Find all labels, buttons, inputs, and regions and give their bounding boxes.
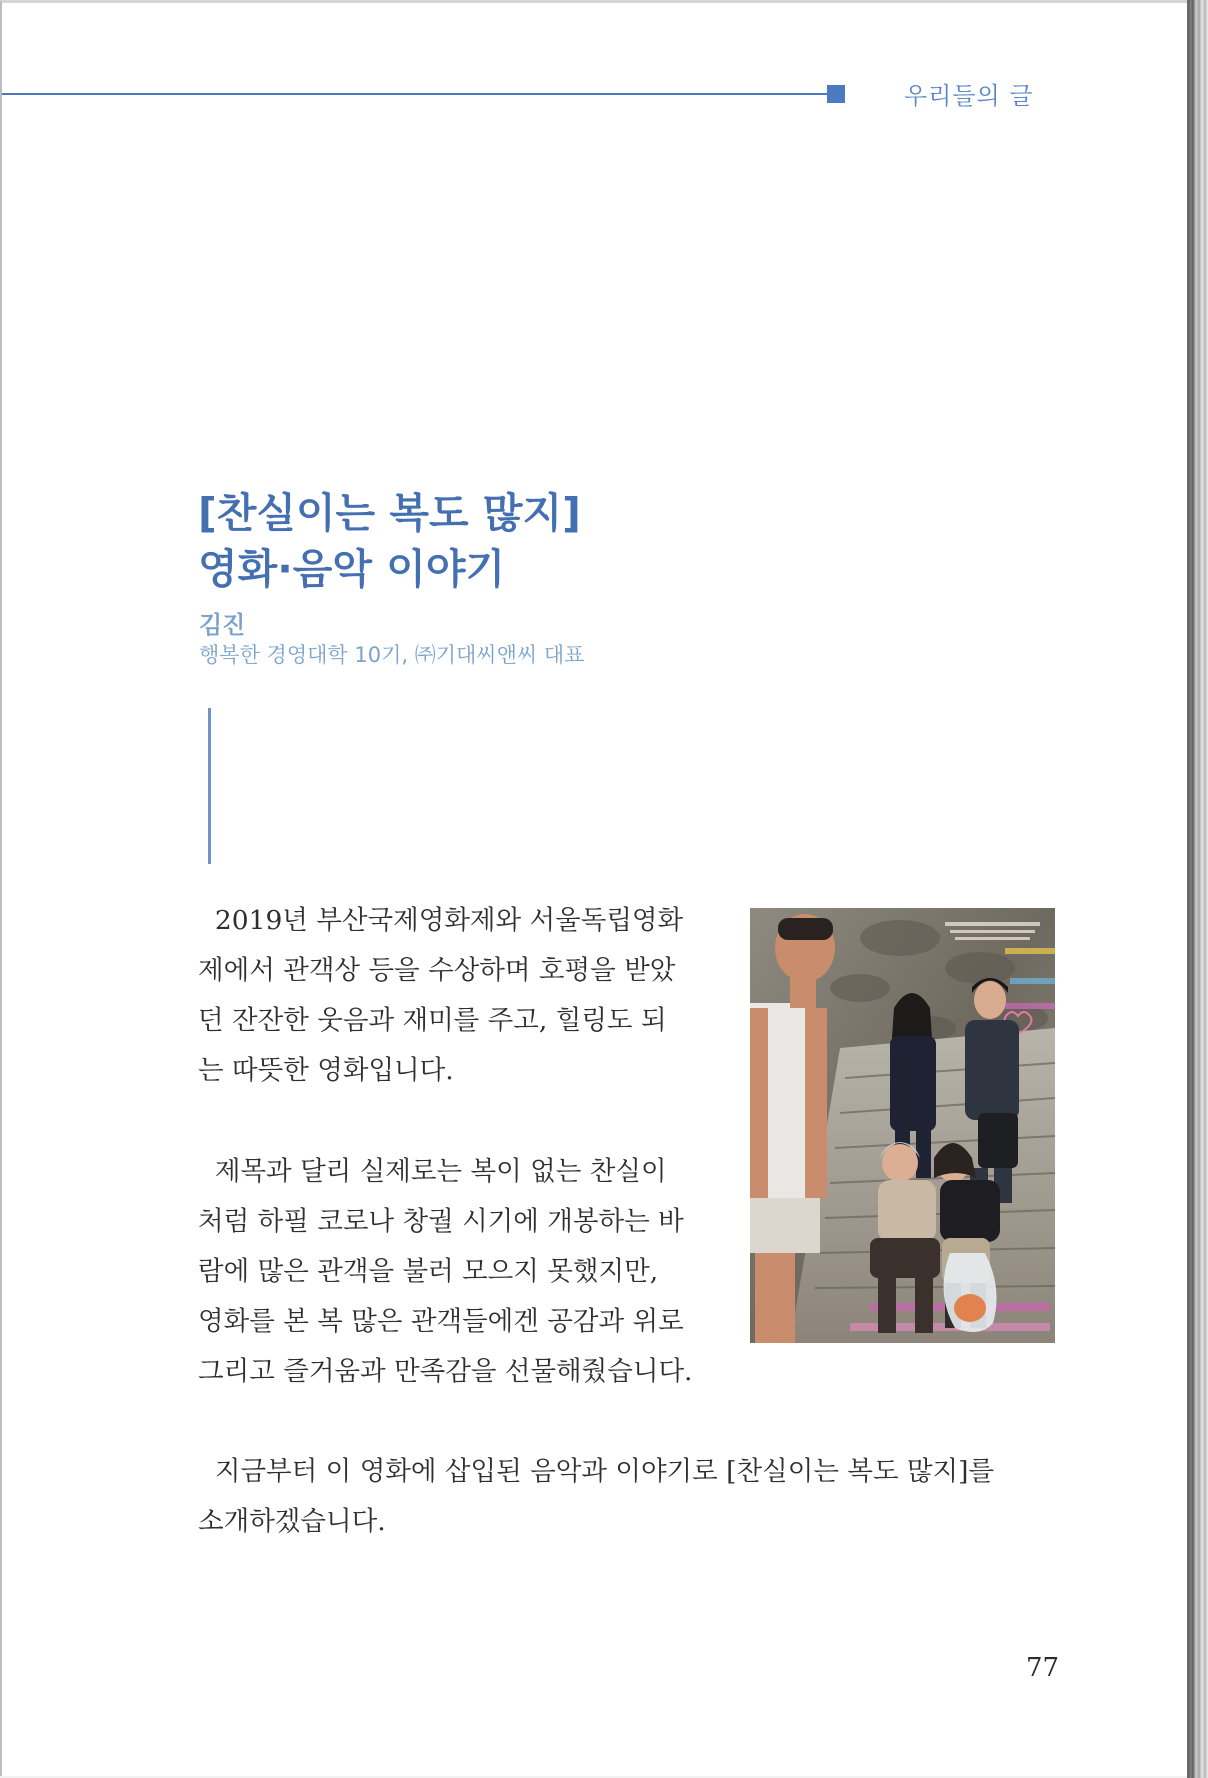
- paragraph-line: 람에 많은 관객을 불러 모으지 못했지만,: [198, 1256, 659, 1287]
- paragraph-line: 소개하겠습니다.: [198, 1506, 386, 1537]
- author-name: 김진: [199, 611, 246, 639]
- paragraph-line: 2019년 부산국제영화제와 서울독립영화: [214, 905, 684, 936]
- paragraph-line: 제목과 달리 실제로는 복이 없는 찬실이: [214, 1156, 667, 1187]
- running-section-title: 우리들의 글: [904, 82, 1034, 110]
- decorative-vertical-bar: [208, 708, 211, 864]
- paragraph-3: [198, 1447, 994, 1547]
- paragraph-line: 던 잔잔한 웃음과 재미를 주고, 힐링도 되: [198, 1005, 667, 1036]
- paragraph-1: [198, 896, 683, 1096]
- author-affiliation: 행복한 경영대학 10기, ㈜기대씨앤씨 대표: [199, 643, 585, 667]
- paragraph-line: 영화를 본 복 많은 관객들에겐 공감과 위로: [198, 1306, 684, 1337]
- paragraph-line: 지금부터 이 영화에 삽입된 음악과 이야기로 [찬실이는 복도 많지]를: [214, 1456, 995, 1487]
- article-title: [198, 485, 898, 597]
- paragraph-line: 제에서 관객상 등을 수상하며 호평을 받았: [198, 955, 676, 986]
- paragraph-line: 그리고 즐거움과 만족감을 선물해줬습니다.: [198, 1356, 693, 1387]
- movie-poster-illustration: [750, 908, 1055, 1343]
- article-title-line-1: [찬실이는 복도 많지]: [198, 489, 581, 537]
- paragraph-line: 처럼 하필 코로나 창궐 시기에 개봉하는 바: [198, 1206, 684, 1237]
- book-page-stack-edge: [1190, 0, 1208, 1778]
- article-title-line-2: 영화·음악 이야기: [198, 545, 506, 593]
- page-number: 77: [1026, 1653, 1060, 1683]
- header-rule: [2, 93, 830, 95]
- header-square-marker: [827, 85, 845, 103]
- paragraph-2: [198, 1147, 692, 1397]
- paragraph-line: 는 따뜻한 영화입니다.: [198, 1055, 454, 1086]
- movie-poster-photo: [750, 908, 1055, 1343]
